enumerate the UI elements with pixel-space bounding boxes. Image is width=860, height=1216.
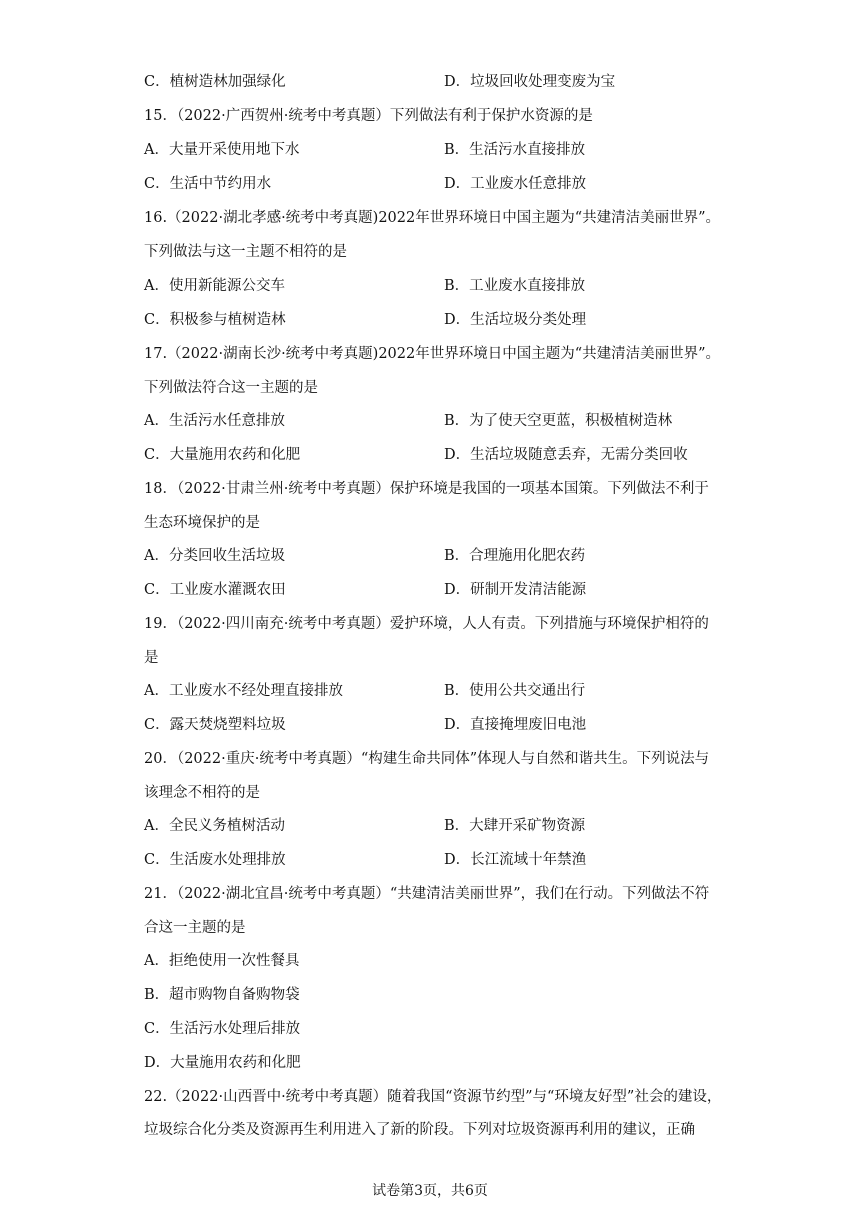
q18-option-b: B．合理施用化肥农药: [444, 548, 586, 564]
q16-option-c: C．积极参与植树造林: [144, 312, 286, 328]
q19-stem-line1: 19．（2022·四川南充·统考中考真题）爱护环境，人人有责。下列措施与环境保护相符的: [144, 616, 709, 632]
q21-option-d: D．大量施用农药和化肥: [144, 1055, 301, 1071]
q18-option-a: A．分类回收生活垃圾: [144, 548, 285, 564]
q21-stem-line1: 21．（2022·湖北宜昌·统考中考真题）“共建清洁美丽世界”，我们在行动。下列做法不符: [144, 886, 710, 902]
q20-option-b: B．大肆开采矿物资源: [444, 818, 586, 834]
q21-option-b: B．超市购物自备购物袋: [144, 987, 300, 1003]
q15-option-a: A．大量开采使用地下水: [144, 142, 300, 158]
q21-option-a: A．拒绝使用一次性餐具: [144, 953, 300, 969]
q19-stem-line2: 是: [144, 650, 159, 666]
q19-option-a: A．工业废水不经处理直接排放: [144, 683, 343, 699]
q20-option-c: C．生活废水处理排放: [144, 852, 286, 868]
q16-stem-line2: 下列做法与这一主题不相符的是: [144, 244, 347, 260]
q14-option-c: C．植树造林加强绿化: [144, 74, 286, 90]
q20-option-d: D．长江流域十年禁渔: [444, 852, 587, 868]
q16-option-b: B．工业废水直接排放: [444, 278, 586, 294]
q17-option-b: B．为了使天空更蓝，积极植树造林: [444, 413, 673, 429]
page-footer: 试卷第3页，共6页: [372, 1183, 488, 1199]
q16-option-a: A．使用新能源公交车: [144, 278, 285, 294]
q18-stem-line2: 生态环境保护的是: [144, 515, 260, 531]
q15-option-d: D．工业废水任意排放: [444, 176, 587, 192]
q18-option-c: C．工业废水灌溉农田: [144, 582, 286, 598]
q17-option-a: A．生活污水任意排放: [144, 413, 285, 429]
q18-option-d: D．研制开发清洁能源: [444, 582, 587, 598]
q22-stem-line1: 22.（2022·山西晋中·统考中考真题）随着我国“资源节约型”与“环境友好型”社会的建设，: [144, 1089, 722, 1105]
q22-stem-line2: 垃圾综合化分类及资源再生利用进入了新的阶段。下列对垃圾资源再利用的建议，正确: [144, 1122, 695, 1138]
q17-stem-line2: 下列做法符合这一主题的是: [144, 380, 318, 396]
q19-option-b: B．使用公共交通出行: [444, 683, 586, 699]
q15-option-c: C．生活中节约用水: [144, 176, 272, 192]
q17-option-d: D．生活垃圾随意丢弃，无需分类回收: [444, 447, 688, 463]
q16-option-d: D．生活垃圾分类处理: [444, 312, 587, 328]
q19-option-c: C．露天焚烧塑料垃圾: [144, 717, 286, 733]
q15-stem: 15．（2022·广西贺州·统考中考真题）下列做法有利于保护水资源的是: [144, 108, 593, 124]
q14-option-d: D．垃圾回收处理变废为宝: [444, 74, 616, 90]
q20-option-a: A．全民义务植树活动: [144, 818, 285, 834]
q19-option-d: D．直接掩埋废旧电池: [444, 717, 587, 733]
q18-stem-line1: 18．（2022·甘肃兰州·统考中考真题）保护环境是我国的一项基本国策。下列做法不利于: [144, 481, 709, 497]
q17-option-c: C．大量施用农药和化肥: [144, 447, 301, 463]
q16-stem-line1: 16.（2022·湖北孝感·统考中考真题)2022年世界环境日中国主题为“共建清洁美丽世界”。: [144, 210, 721, 226]
q17-stem-line1: 17.（2022·湖南长沙·统考中考真题)2022年世界环境日中国主题为“共建清洁美丽世界”。: [144, 346, 721, 362]
q21-stem-line2: 合这一主题的是: [144, 920, 246, 936]
q15-option-b: B．生活污水直接排放: [444, 142, 586, 158]
q21-option-c: C．生活污水处理后排放: [144, 1021, 301, 1037]
q20-stem-line1: 20．（2022·重庆·统考中考真题）“构建生命共同体”体现人与自然和谐共生。下列说法与: [144, 751, 710, 767]
q20-stem-line2: 该理念不相符的是: [144, 785, 260, 801]
